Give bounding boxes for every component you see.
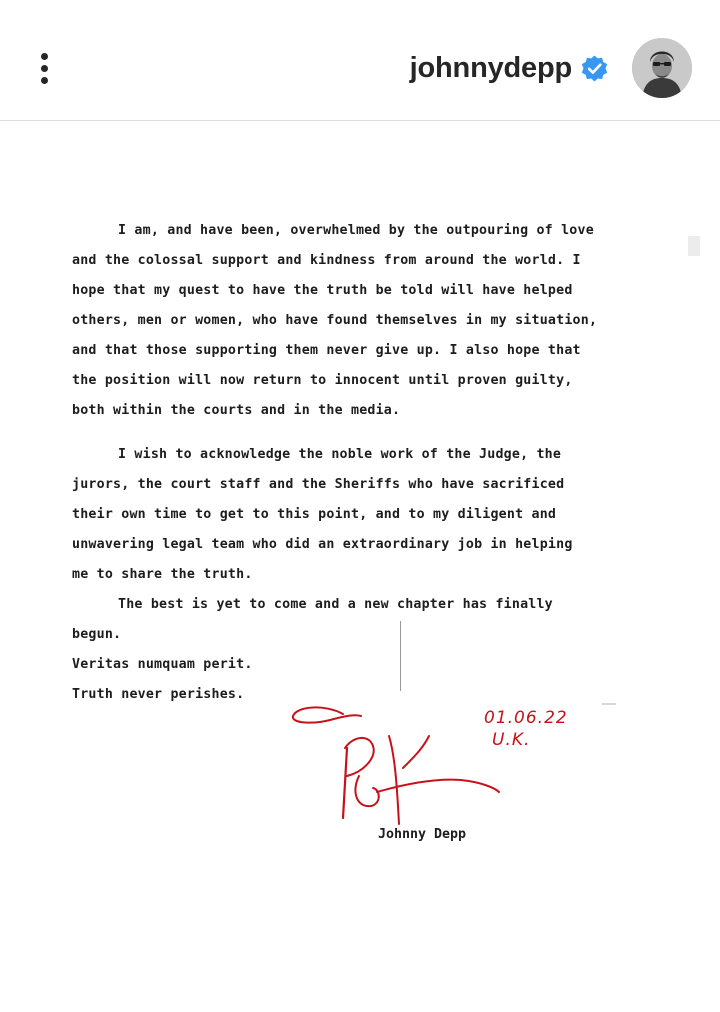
letter-line: Truth never perishes. (72, 687, 245, 702)
paper-speck (688, 236, 700, 256)
letter-line: hope that my quest to have the truth be told will have helped (72, 283, 573, 298)
letter-line: I wish to acknowledge the noble work of the Judge, the (118, 447, 562, 462)
letter-body (72, 216, 652, 710)
letter-line: me to share the truth. (72, 567, 253, 582)
letter-line: begun. (72, 627, 122, 642)
letter-line: unwavering legal team who did an extraordinary job in helping (72, 537, 573, 552)
letter-line: Veritas numquam perit. (72, 657, 253, 672)
letter-line: I am, and have been, overwhelmed by the outpouring of love (118, 223, 594, 238)
handwritten-place: U.K. (492, 730, 531, 750)
letter-line: the position will now return to innocent until proven guilty, (72, 373, 573, 388)
letter-image (0, 121, 720, 1012)
letter-line: others, men or women, who have found themselves in my situation, (72, 313, 598, 328)
handwritten-date-note (484, 707, 568, 751)
letter-line: and the colossal support and kindness from around the world. I (72, 253, 581, 268)
letter-line: both within the courts and in the media. (72, 403, 401, 418)
dot (41, 77, 48, 84)
letter-line: and that those supporting them never give up. I also hope that (72, 343, 581, 358)
more-options-button[interactable] (30, 46, 58, 90)
post-header (0, 0, 720, 121)
dot (41, 65, 48, 72)
verified-badge-icon (580, 54, 609, 83)
letter-line: jurors, the court staff and the Sheriffs who have sacrificed (72, 477, 565, 492)
letter-line: their own time to get to this point, and to my diligent and (72, 507, 557, 522)
letter-line: The best is yet to come and a new chapter has finally (118, 597, 553, 612)
handwritten-date: 01.06.22 (484, 708, 568, 728)
signature-name: Johnny Depp (378, 827, 467, 842)
avatar-photo (632, 38, 692, 98)
dot (41, 53, 48, 60)
handwritten-signature (285, 696, 515, 826)
profile-username[interactable]: johnnydepp (409, 52, 572, 84)
profile-avatar[interactable] (632, 38, 692, 98)
